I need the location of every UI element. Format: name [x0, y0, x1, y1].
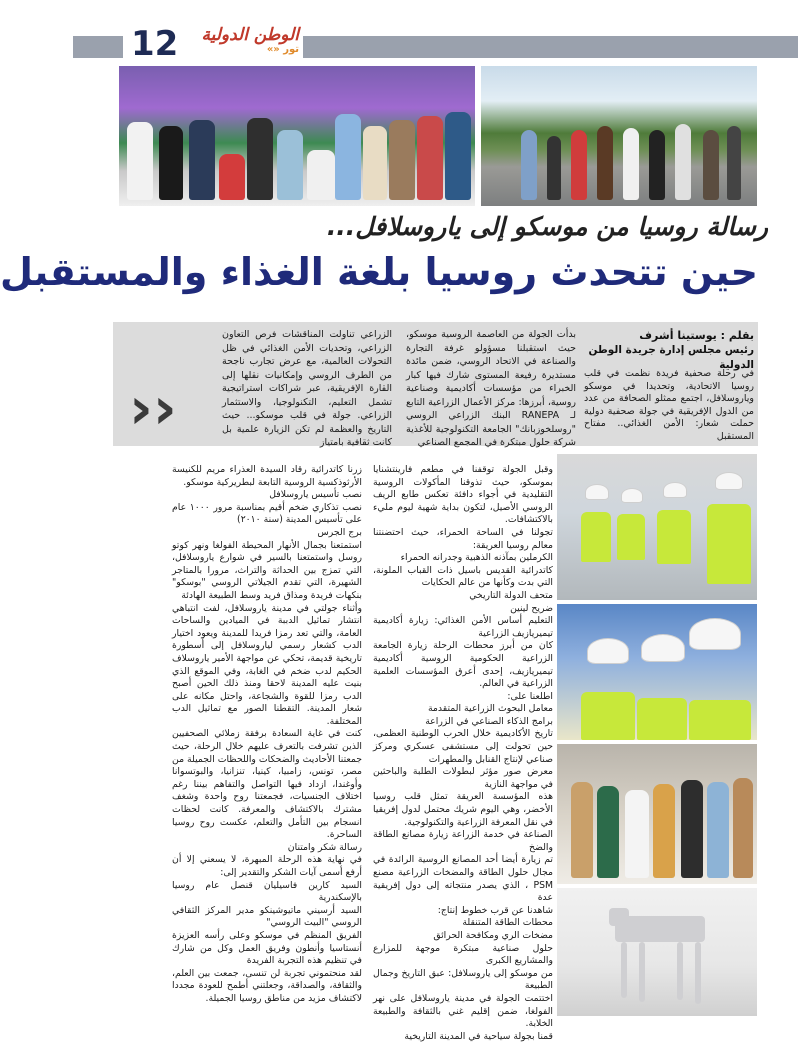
paragraph: اختتمت الجولة في مدينة ياروسلافل على نهر الفولغا، ضمن إقليم غني بالثقافة والطبيعة الخلابة. [373, 992, 553, 1030]
publication-logo [195, 26, 299, 56]
paragraph: مضخات الري ومكافحة الحرائق [433, 929, 553, 941]
paragraph: التعليم أساس الأمن الغذائي: زيارة أكاديمية تيميريازيف الزراعية [373, 615, 553, 639]
paragraph: محطات الطاقة المتنقلة [462, 917, 553, 929]
intro-left-text: الزراعي تناولت المناقشات فرص التعاون الزراعي، وتحديات الأمن الغذائي في ظل التحولات العالمية، مع عرض تجارب ناجحة من الطرف الروسي وإمكانيات نقلها إلى القارة الإفريقية، عبر شراكات استراتيجية تشمل التعليم، التكنولوجيا، والاستثمار الزراعي. جولة في قلب موسكو... حيث التاريخ والعظمة لم تكن الزيارة علمية بل كانت ثقافية بامتياز [222, 329, 392, 448]
paragraph: ضريح لينين [510, 602, 553, 614]
group-photo-outdoor [481, 66, 757, 206]
photo-hardhat-selfie [557, 604, 757, 740]
paragraph: السيد كارين فاسيليان قنصل عام روسيا بالإسكندرية [172, 879, 362, 904]
quote-icon: ‹‹ [129, 374, 177, 442]
paragraph: من موسكو إلى ياروسلافل: عبق التاريخ وجمال الطبيعة [373, 967, 553, 992]
article-column-left [172, 464, 363, 1004]
paragraph: استمتعنا بجمال الأنهار المحيطة الفولغا ونهر كوتو روسل واستمتعنا بالسير في شوارع ياروسلافل، التي تمزج بين الحداثة والتراث، مرورا بالمتاجر الشهيرة، التي تقدم الجيلاتي الروسي "بوسكو" بنكهات فريدة ومذاق فريد وسط الطبيعة الهادئة [172, 539, 362, 601]
paragraph: تم زيارة أيضا أحد المصانع الروسية الرائدة في مجال حلول الطاقة والمضخات الزراعية مصنع PSM ، الذي يصدر منتجاته إلى دول إفريقية عدة [373, 854, 553, 904]
paragraph: نصب تأسيس ياروسلافل [269, 489, 362, 501]
main-headline: حين تتحدث روسيا بلغة الغذاء والمستقبل [0, 250, 758, 294]
author-name: بقلم : يوستينا أشرف [639, 329, 754, 342]
photo-robot-dog [557, 888, 757, 1016]
intro-middle-text: بدأت الجولة من العاصمة الروسية موسكو، حيث استقبلنا مسؤولو غرفة التجارة والصناعة في الاتحاد الروسي، ضمن مائدة مستديرة رفيعة المستوى شارك فيها كبار الخبراء من مؤسسات أكاديمية وصناعية روسية، أبرزها: مركز الأعمال الزراعية التابع لـ RANEPA البنك الزراعي الروسي "روسلخوزبانك" الجامعة التكنولوجية للأغذية شركة حلول مبتكرة في المجمع الصناعي [406, 329, 576, 448]
byline [584, 328, 754, 373]
paragraph: اطلعنا على: [507, 690, 553, 702]
paragraph: تجولنا في الساحة الحمراء، حيث احتضنتنا معالم روسيا العريقة: [373, 526, 553, 551]
paragraph: الفريق المنظم في موسكو وعلى رأسه العزيزة أنستاسيا وأنطون وفريق العمل وكل من شارك في تنظيم هذه التجربة الفريدة [172, 929, 362, 967]
paragraph: برامج الذكاء الصناعي في الزراعة [425, 715, 553, 727]
intro-lead-text: في رحلة صحفية فريدة نظمت في قلب روسيا الاتحادية، وتحديدا في موسكو وياروسلافل، اجتمع ممثلو الصحافة من عدد من الدول الإفريقية في جولة صحفية دولية حملت شعار: الأمن الغذائي.. مفتاح المستقبل [584, 368, 754, 442]
paragraph: في نهاية هذه الرحلة المبهرة، لا يسعني إلا أن أرفع أسمى آيات الشكر والتقدير إلى: [172, 854, 362, 878]
paragraph: كان من أبرز محطات الرحلة زيارة الجامعة الزراعية الحكومية الروسية أكاديمية تيميريازيف، إحدى أعرق المؤسسات العلمية الزراعية في العالم. [373, 640, 553, 690]
page-number: 12 [131, 24, 179, 64]
paragraph: كنت في غاية السعادة برفقة زملائي الصحفيين الذين تشرفت بالتعرف عليهم خلال الرحلة، حيث جمعتنا الأحاديث والضحكات واللحظات الجميلة من مصر، تونس، زامبيا، كينيا، تنزانيا، والبوتسوانا وأوغندا، ازداد فيها التواصل والتفاهم بيننا رغم اختلاف الجنسيات، فجمعتنا روح واحدة وشغف مشترك بالاكتشاف والمعرفة. كانت لحظات انسجام بين التأمل والتعلم، عكست روح روسيا الساحرة. [172, 728, 362, 841]
brand-subtitle: تور «» [266, 44, 299, 55]
paragraph: كاتدرائية القديس باسيل ذات القباب الملونة، التي بدت وكأنها من عالم الحكايات [373, 564, 553, 589]
group-photo-indoor [119, 66, 475, 206]
photo-factory-visit [557, 454, 757, 600]
paragraph: هذه المؤسسة العريقة تمثل قلب روسيا الأخضر، وهي اليوم شريك محتمل لدول إفريقيا في نقل المعرفة الزراعية والتكنولوجية. [373, 791, 553, 828]
paragraph: قمنا بجولة سياحية في المدينة التاريخية [404, 1030, 553, 1042]
paragraph: وقبل الجولة توقفنا في مطعم فارينتشنايا بموسكو، حيث تذوقنا المأكولات الروسية التقليدية في أجواء دافئة تعكس طابع الريف الروسي الأصيل، لتكون بداية شهية ليوم مليء بالاكتشافات. [373, 464, 553, 526]
paragraph: لقد منحتموني تجربة لن تنسى، جمعت بين العلم، والثقافة، والصداقة، وجعلتني أطمح للعودة مجددا لاكتشاف مزيد من مناطق روسيا الجميلة. [172, 967, 362, 1004]
paragraph: الصناعة في خدمة الزراعة زيارة مصانع الطاقة والضخ [373, 829, 553, 853]
paragraph: معامل البحوث الزراعية المتقدمة [427, 703, 553, 715]
paragraph: معرض صور مؤثر لبطولات الطلبة والباحثين في مواجهة النازية [373, 766, 553, 790]
paragraph: شاهدنا عن قرب خطوط إنتاج: [437, 904, 553, 916]
paragraph: السيد أرسيني ماتيوشينكو مدير المركز الثقافي الروسي "البيت الروسي" [172, 904, 362, 929]
brand-name: الوطن الدولية [201, 25, 299, 45]
paragraph: برج الجرس [317, 526, 362, 538]
paragraph: حلول صناعية مبتكرة موجهة للمزارع والمشاريع الكبرى [373, 942, 553, 967]
paragraph: متحف الدولة التاريخي [469, 589, 553, 601]
headline-kicker: رسالة روسيا من موسكو إلى ياروسلافل... [326, 212, 768, 241]
paragraph: نصب تذكاري ضخم أقيم بمناسبة مرور ١٠٠٠ عام على تأسيس المدينة (سنة ٢٠١٠) [172, 501, 363, 526]
paragraph: زرنا كاتدرائية رقاد السيدة العذراء مريم للكنيسة الأرثوذكسية الروسية التابعة لبطريركية موسكو. [172, 464, 362, 488]
author-role: رئيس مجلس إدارة جريدة الوطن الدولية [588, 344, 754, 371]
paragraph: وأثناء جولتي في مدينة ياروسلافل، لفت انتباهي انتشار تماثيل الدببة في الميادين والساحات العامة، والتي تعد رمزا فريدا للمدينة ويعود اختيار الدب كشعار رسمي لياروسلافل إلى أسطورة تاريخية قديمة، تحكي عن مواجهة الأمير ياروسلاف الحكيم لدب ضخم في الغابة، وفي الموقع الذي بنيت عليه المدينة لاحقا ومنذ ذلك الحين أصبح الدب رمزا للقوة والشجاعة، واحتل مكانه على شعار المدينة. التقطنا الصور مع تماثيل الدب المختلفة. [172, 602, 362, 727]
photo-group-hall [557, 744, 757, 884]
paragraph: الكرملين بمآذنه الذهبية وجدرانه الحمراء [400, 552, 553, 564]
paragraph: رسالة شكر وامتنان [287, 841, 362, 853]
article-column-middle [373, 464, 553, 1042]
paragraph: تاريخ الأكاديمية خلال الحرب الوطنية العظمى، حين تحولت إلى مستشفى عسكري ومركز صناعي لإنتاج القنابل والمطهرات [373, 728, 553, 765]
